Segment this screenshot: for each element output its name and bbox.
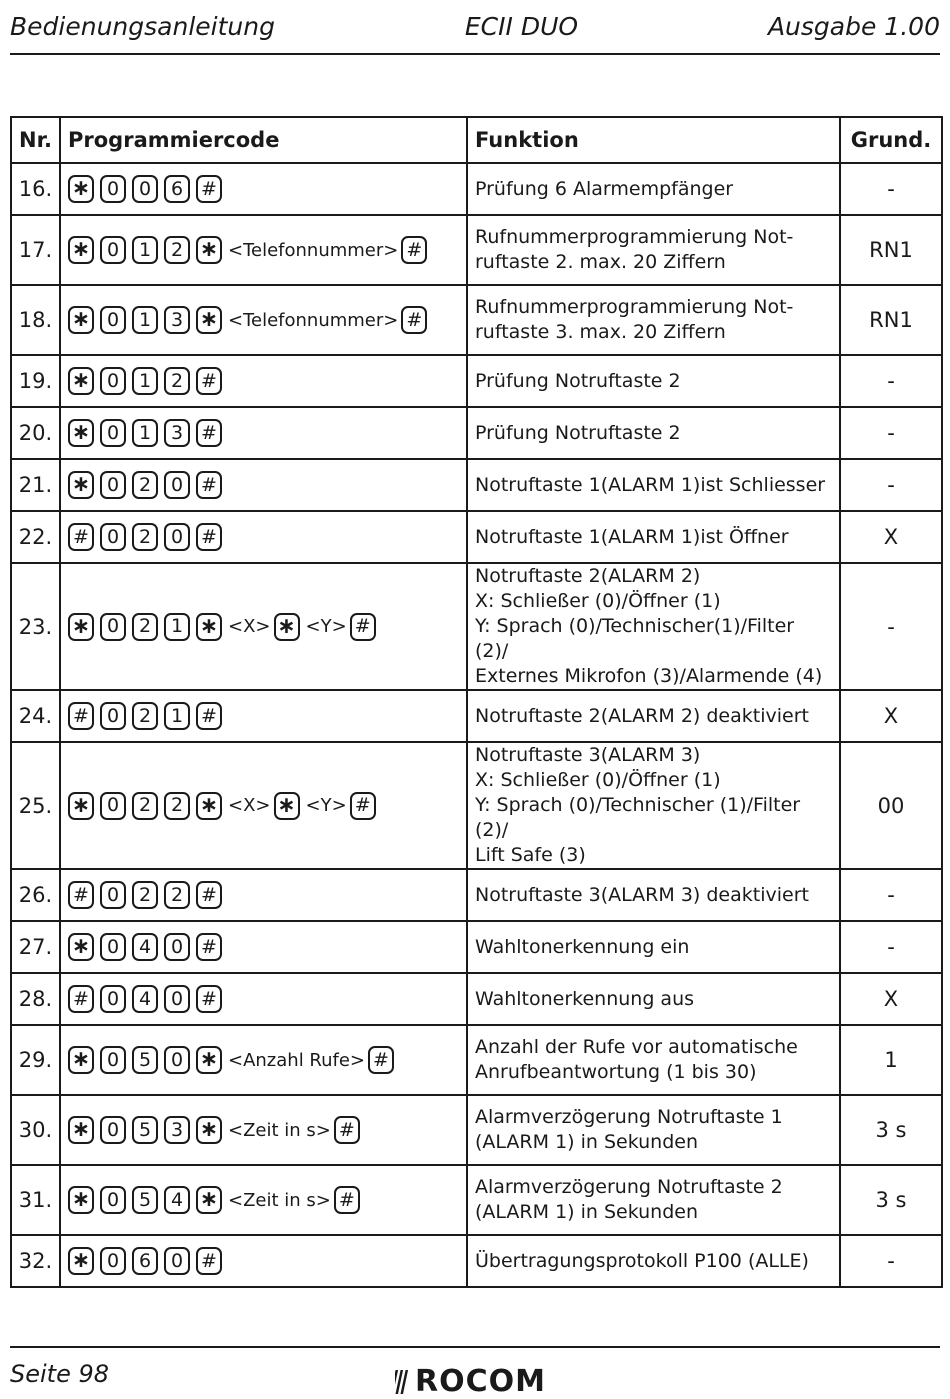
function-cell <box>467 563 840 690</box>
programming-code-cell <box>60 163 467 215</box>
star-key-icon: ∗ <box>196 1186 222 1214</box>
hash-key-icon: # <box>68 985 94 1013</box>
function-cell <box>467 973 840 1025</box>
table-row <box>11 407 942 459</box>
function-line: ruftaste 3. max. 20 Ziffern <box>475 321 726 343</box>
header-divider <box>10 53 940 55</box>
star-key-icon: ∗ <box>68 933 94 961</box>
function-line: Notruftaste 2(ALARM 2) deaktiviert <box>475 704 809 727</box>
hash-key-icon: # <box>334 1116 360 1144</box>
default-value: 3 s <box>840 1165 942 1235</box>
key-sequence <box>68 1186 459 1214</box>
row-number: 23. <box>11 563 60 690</box>
digit-key-icon: 2 <box>132 613 158 641</box>
star-key-icon: ∗ <box>196 1116 222 1144</box>
digit-key-icon: 6 <box>164 175 190 203</box>
default-value: 00 <box>840 742 942 869</box>
function-line: Prüfung Notruftaste 2 <box>475 369 681 392</box>
logo-wordmark: ROCOM <box>415 1364 546 1399</box>
star-key-icon: ∗ <box>68 613 94 641</box>
default-value: 1 <box>840 1025 942 1095</box>
programming-code-cell <box>60 869 467 921</box>
star-key-icon: ∗ <box>68 792 94 820</box>
default-value: - <box>840 869 942 921</box>
default-value: X <box>840 973 942 1025</box>
key-sequence <box>68 419 459 447</box>
digit-key-icon: 0 <box>164 1247 190 1275</box>
digit-key-icon: 3 <box>164 306 190 334</box>
hash-key-icon: # <box>68 523 94 551</box>
function-cell <box>467 1095 840 1165</box>
digit-key-icon: 1 <box>132 306 158 334</box>
header-manual-title: Bedienungsanleitung <box>10 11 275 41</box>
digit-key-icon: 0 <box>100 471 126 499</box>
brand-logo <box>395 1364 546 1399</box>
row-number: 20. <box>11 407 60 459</box>
star-key-icon: ∗ <box>196 613 222 641</box>
row-number: 18. <box>11 285 60 355</box>
code-parameter: <X> <box>228 795 271 816</box>
row-number: 29. <box>11 1025 60 1095</box>
function-line: Notruftaste 1(ALARM 1)ist Schliesser <box>475 473 826 496</box>
digit-key-icon: 0 <box>164 471 190 499</box>
header-product-name: ECII DUO <box>464 11 579 41</box>
digit-key-icon: 2 <box>164 236 190 264</box>
star-key-icon: ∗ <box>68 1186 94 1214</box>
digit-key-icon: 3 <box>164 1116 190 1144</box>
code-parameter: <Y> <box>305 616 347 637</box>
digit-key-icon: 5 <box>132 1116 158 1144</box>
hash-key-icon: # <box>196 881 222 909</box>
digit-key-icon: 2 <box>132 523 158 551</box>
function-line: Wahltonerkennung ein <box>475 935 690 958</box>
table-row <box>11 215 942 285</box>
function-cell <box>467 921 840 973</box>
default-value: - <box>840 459 942 511</box>
programming-code-cell <box>60 973 467 1025</box>
default-value: RN1 <box>840 285 942 355</box>
code-parameter: <Anzahl Rufe> <box>228 1049 366 1071</box>
function-line: Übertragungsprotokoll P100 (ALLE) <box>475 1249 809 1272</box>
function-cell <box>467 407 840 459</box>
programming-code-cell <box>60 1025 467 1095</box>
star-key-icon: ∗ <box>196 236 222 264</box>
function-cell <box>467 511 840 563</box>
digit-key-icon: 4 <box>132 985 158 1013</box>
code-parameter: <Y> <box>305 795 347 816</box>
key-sequence <box>68 471 459 499</box>
function-cell <box>467 285 840 355</box>
row-number: 21. <box>11 459 60 511</box>
digit-key-icon: 3 <box>164 419 190 447</box>
digit-key-icon: 0 <box>164 933 190 961</box>
function-line: (ALARM 1) in Sekunden <box>475 1201 699 1223</box>
programming-code-cell <box>60 215 467 285</box>
function-cell <box>467 215 840 285</box>
digit-key-icon: 0 <box>132 175 158 203</box>
function-line: Wahltonerkennung aus <box>475 987 695 1010</box>
digit-key-icon: 0 <box>100 523 126 551</box>
function-cell <box>467 1025 840 1095</box>
star-key-icon: ∗ <box>68 236 94 264</box>
code-parameter: <X> <box>228 616 271 637</box>
digit-key-icon: 4 <box>132 933 158 961</box>
code-parameter: <Zeit in s> <box>228 1119 331 1141</box>
key-sequence <box>68 1046 459 1074</box>
key-sequence <box>68 792 459 820</box>
programming-code-table <box>10 116 943 1288</box>
function-line: Notruftaste 2(ALARM 2) <box>475 565 701 587</box>
default-value: RN1 <box>840 215 942 285</box>
key-sequence <box>68 702 459 730</box>
digit-key-icon: 0 <box>100 306 126 334</box>
function-line: Prüfung 6 Alarmempfänger <box>475 177 734 200</box>
digit-key-icon: 1 <box>164 613 190 641</box>
digit-key-icon: 4 <box>164 1186 190 1214</box>
star-key-icon: ∗ <box>68 367 94 395</box>
function-line: Rufnummerprogrammierung Not- <box>475 226 794 248</box>
column-header-code: Programmiercode <box>60 117 467 163</box>
digit-key-icon: 0 <box>100 933 126 961</box>
row-number: 31. <box>11 1165 60 1235</box>
function-cell <box>467 742 840 869</box>
star-key-icon: ∗ <box>196 1046 222 1074</box>
key-sequence <box>68 1116 459 1144</box>
table-row <box>11 1025 942 1095</box>
hash-key-icon: # <box>196 702 222 730</box>
function-line: Prüfung Notruftaste 2 <box>475 421 681 444</box>
table-row <box>11 921 942 973</box>
function-cell <box>467 690 840 742</box>
programming-code-cell <box>60 459 467 511</box>
default-value: - <box>840 1235 942 1287</box>
hash-key-icon: # <box>68 702 94 730</box>
hash-key-icon: # <box>196 985 222 1013</box>
default-value: - <box>840 407 942 459</box>
function-line: X: Schließer (0)/Öffner (1) <box>475 590 721 612</box>
key-sequence <box>68 306 459 334</box>
table-row <box>11 1095 942 1165</box>
default-value: - <box>840 163 942 215</box>
key-sequence <box>68 1247 459 1275</box>
table-body <box>11 163 942 1287</box>
programming-code-cell <box>60 921 467 973</box>
programming-code-cell <box>60 563 467 690</box>
default-value: X <box>840 511 942 563</box>
function-line: Alarmverzögerung Notruftaste 2 <box>475 1176 783 1198</box>
function-line: Y: Sprach (0)/Technischer(1)/Filter (2)/ <box>475 615 795 662</box>
digit-key-icon: 0 <box>100 881 126 909</box>
key-sequence <box>68 236 459 264</box>
default-value: - <box>840 921 942 973</box>
function-cell <box>467 355 840 407</box>
digit-key-icon: 0 <box>164 985 190 1013</box>
hash-key-icon: # <box>334 1186 360 1214</box>
function-cell <box>467 459 840 511</box>
hash-key-icon: # <box>196 523 222 551</box>
function-line: Notruftaste 1(ALARM 1)ist Öffner <box>475 525 789 548</box>
digit-key-icon: 1 <box>164 702 190 730</box>
programming-code-cell <box>60 1165 467 1235</box>
digit-key-icon: 2 <box>132 792 158 820</box>
table-row <box>11 285 942 355</box>
digit-key-icon: 2 <box>164 792 190 820</box>
digit-key-icon: 5 <box>132 1046 158 1074</box>
star-key-icon: ∗ <box>196 792 222 820</box>
digit-key-icon: 2 <box>164 367 190 395</box>
table-row <box>11 690 942 742</box>
digit-key-icon: 1 <box>132 236 158 264</box>
table-row <box>11 869 942 921</box>
function-line: Anrufbeantwortung (1 bis 30) <box>475 1061 757 1083</box>
function-line: Lift Safe (3) <box>475 844 586 866</box>
row-number: 28. <box>11 973 60 1025</box>
star-key-icon: ∗ <box>274 792 300 820</box>
digit-key-icon: 0 <box>164 523 190 551</box>
column-header-nr: Nr. <box>11 117 60 163</box>
row-number: 22. <box>11 511 60 563</box>
digit-key-icon: 0 <box>100 367 126 395</box>
column-header-default: Grund. <box>840 117 942 163</box>
star-key-icon: ∗ <box>68 1247 94 1275</box>
hash-key-icon: # <box>196 175 222 203</box>
hash-key-icon: # <box>196 471 222 499</box>
table-row <box>11 163 942 215</box>
hash-key-icon: # <box>401 236 427 264</box>
table-row <box>11 511 942 563</box>
digit-key-icon: 0 <box>100 1116 126 1144</box>
table-row <box>11 355 942 407</box>
star-key-icon: ∗ <box>68 175 94 203</box>
row-number: 32. <box>11 1235 60 1287</box>
key-sequence <box>68 613 459 641</box>
star-key-icon: ∗ <box>68 1046 94 1074</box>
function-line: X: Schließer (0)/Öffner (1) <box>475 769 721 791</box>
table-row <box>11 563 942 690</box>
digit-key-icon: 0 <box>100 1247 126 1275</box>
table-row <box>11 1165 942 1235</box>
programming-code-cell <box>60 1095 467 1165</box>
default-value: - <box>840 355 942 407</box>
logo-stripes-icon <box>395 1368 411 1396</box>
digit-key-icon: 2 <box>132 881 158 909</box>
function-line: Externes Mikrofon (3)/Alarmende (4) <box>475 665 823 687</box>
digit-key-icon: 5 <box>132 1186 158 1214</box>
function-cell <box>467 1235 840 1287</box>
table-header-row <box>11 117 942 163</box>
table-row <box>11 973 942 1025</box>
digit-key-icon: 2 <box>132 702 158 730</box>
page-header <box>10 8 940 44</box>
function-line: Anzahl der Rufe vor automatische <box>475 1036 798 1058</box>
table-row <box>11 459 942 511</box>
header-edition: Ausgabe 1.00 <box>767 11 940 41</box>
key-sequence <box>68 933 459 961</box>
table-row <box>11 742 942 869</box>
code-parameter: <Telefonnummer> <box>228 309 399 331</box>
star-key-icon: ∗ <box>68 419 94 447</box>
function-line: Y: Sprach (0)/Technischer (1)/Filter (2)/ <box>475 794 801 841</box>
digit-key-icon: 0 <box>164 1046 190 1074</box>
hash-key-icon: # <box>196 367 222 395</box>
hash-key-icon: # <box>196 419 222 447</box>
digit-key-icon: 2 <box>164 881 190 909</box>
key-sequence <box>68 881 459 909</box>
row-number: 26. <box>11 869 60 921</box>
star-key-icon: ∗ <box>196 306 222 334</box>
hash-key-icon: # <box>401 306 427 334</box>
function-line: Notruftaste 3(ALARM 3) deaktiviert <box>475 883 809 906</box>
default-value: 3 s <box>840 1095 942 1165</box>
star-key-icon: ∗ <box>68 1116 94 1144</box>
programming-code-cell <box>60 511 467 563</box>
footer-divider <box>10 1346 940 1348</box>
function-line: Alarmverzögerung Notruftaste 1 <box>475 1106 783 1128</box>
hash-key-icon: # <box>350 792 376 820</box>
digit-key-icon: 1 <box>132 419 158 447</box>
function-cell <box>467 163 840 215</box>
digit-key-icon: 0 <box>100 236 126 264</box>
digit-key-icon: 0 <box>100 419 126 447</box>
code-parameter: <Zeit in s> <box>228 1189 331 1211</box>
programming-code-cell <box>60 407 467 459</box>
row-number: 27. <box>11 921 60 973</box>
table-row <box>11 1235 942 1287</box>
digit-key-icon: 0 <box>100 175 126 203</box>
code-parameter: <Telefonnummer> <box>228 239 399 261</box>
hash-key-icon: # <box>196 1247 222 1275</box>
digit-key-icon: 2 <box>132 471 158 499</box>
row-number: 16. <box>11 163 60 215</box>
row-number: 30. <box>11 1095 60 1165</box>
star-key-icon: ∗ <box>274 613 300 641</box>
key-sequence <box>68 523 459 551</box>
key-sequence <box>68 367 459 395</box>
page-number: Seite 98 <box>10 1360 110 1388</box>
hash-key-icon: # <box>196 933 222 961</box>
key-sequence <box>68 985 459 1013</box>
programming-code-cell <box>60 355 467 407</box>
row-number: 19. <box>11 355 60 407</box>
default-value: - <box>840 563 942 690</box>
hash-key-icon: # <box>350 613 376 641</box>
digit-key-icon: 0 <box>100 1046 126 1074</box>
function-cell <box>467 1165 840 1235</box>
hash-key-icon: # <box>368 1046 394 1074</box>
row-number: 17. <box>11 215 60 285</box>
programming-code-cell <box>60 1235 467 1287</box>
programming-code-cell <box>60 742 467 869</box>
programming-code-cell <box>60 285 467 355</box>
row-number: 24. <box>11 690 60 742</box>
function-cell <box>467 869 840 921</box>
default-value: X <box>840 690 942 742</box>
key-sequence <box>68 175 459 203</box>
row-number: 25. <box>11 742 60 869</box>
digit-key-icon: 0 <box>100 613 126 641</box>
function-line: (ALARM 1) in Sekunden <box>475 1131 699 1153</box>
digit-key-icon: 6 <box>132 1247 158 1275</box>
hash-key-icon: # <box>68 881 94 909</box>
digit-key-icon: 1 <box>132 367 158 395</box>
function-line: Notruftaste 3(ALARM 3) <box>475 744 701 766</box>
digit-key-icon: 0 <box>100 1186 126 1214</box>
function-line: Rufnummerprogrammierung Not- <box>475 296 794 318</box>
function-line: ruftaste 2. max. 20 Ziffern <box>475 251 726 273</box>
digit-key-icon: 0 <box>100 792 126 820</box>
star-key-icon: ∗ <box>68 471 94 499</box>
programming-code-cell <box>60 690 467 742</box>
column-header-function: Funktion <box>467 117 840 163</box>
digit-key-icon: 0 <box>100 985 126 1013</box>
digit-key-icon: 0 <box>100 702 126 730</box>
star-key-icon: ∗ <box>68 306 94 334</box>
